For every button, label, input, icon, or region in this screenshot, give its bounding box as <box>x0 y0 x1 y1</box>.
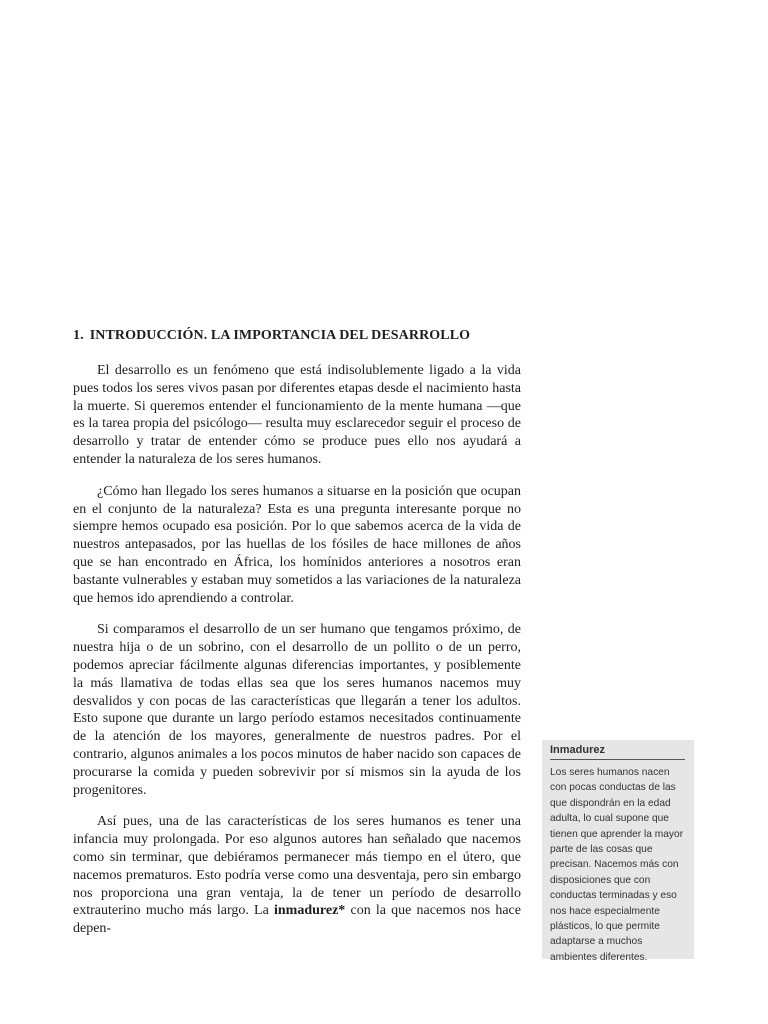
sidebar-definition: Los seres humanos nacen con pocas conductas de las que dispondrán en la edad adulta, lo cual supone que tienen que aprender la mayor parte de las cosas que precisan. Nacemos más con disposiciones que con conductas terminadas y eso nos hace especialmente plásticos, lo que permite adaptarse a muchos ambientes diferentes. <box>550 767 684 963</box>
paragraph-4-text-before: Así pues, una de las características de los seres humanos es tener una infancia muy prolongada. Por eso algunos autores han señalado que nacemos como sin terminar, que debiéramos permanecer más tiempo en el útero, que nacemos prematuros. Esto podría verse como una desventaja, pero sin embargo nos proporciona una gran ventaja, la de tener un período de desarrollo extrauterino mucho más largo. La <box>73 814 521 919</box>
glossary-sidebar <box>542 740 694 963</box>
paragraph-3: Si comparamos el desarrollo de un ser humano que tengamos próximo, de nuestra hija o de un sobrino, con el desarrollo de un pollito o de un perro, podemos apreciar fácilmente algunas diferencias importantes, y posiblemente la más llamativa de todas ellas sea que los seres humanos nacemos muy desvalidos y con pocas de las características que llegarán a tener los adultos. Esto supone que durante un largo período estamos necesitados continuamente de la atención de los mayores, generalmente de nuestros padres. Por el contrario, algunos animales a los pocos minutos de haber nacido son capaces de procurarse la comida y pueden sobrevivir por sí mismos sin la ayuda de los progenitores. <box>73 622 521 798</box>
sidebar-title: Inmadurez <box>550 744 685 760</box>
paragraph-2: ¿Cómo han llegado los seres humanos a situarse en la posición que ocupan en el conjunto de la naturaleza? Esta es una pregunta interesante porque no siempre hemos ocupado esa posición. Por lo que sabemos acerca de la vida de nuestros antepasados, por las huellas de los fósiles de hace millones de años que se han encontrado en África, los homínidos anteriores a nosotros eran bastante vulnerables y estaban muy sometidos a las variaciones de la naturaleza que hemos ido aprendiendo a controlar. <box>73 483 521 606</box>
glossary-term-inmadurez: inmadurez* <box>273 903 346 919</box>
section-heading <box>73 328 521 344</box>
paragraph-4-text-after: con la que nacemos nos hace depen- <box>73 903 521 937</box>
paragraph-4 <box>73 813 521 938</box>
paragraph-1: El desarrollo es un fenómeno que está indisolublemente ligado a la vida pues todos los seres vivos pasan por diferentes etapas desde el nacimiento hasta la muerte. Si queremos entender el funcionamiento de la mente humana —que es la tarea propia del psicólogo— resulta muy esclarecedor seguir el proceso de desarrollo y tratar de entender cómo se produce pues ello nos ayudará a entender la naturaleza de los seres humanos. <box>73 363 521 467</box>
section-title: INTRODUCCIÓN. LA IMPORTANCIA DEL DESARROLLO <box>89 328 471 343</box>
section-number: 1. <box>73 328 84 343</box>
main-text-column <box>73 328 521 952</box>
